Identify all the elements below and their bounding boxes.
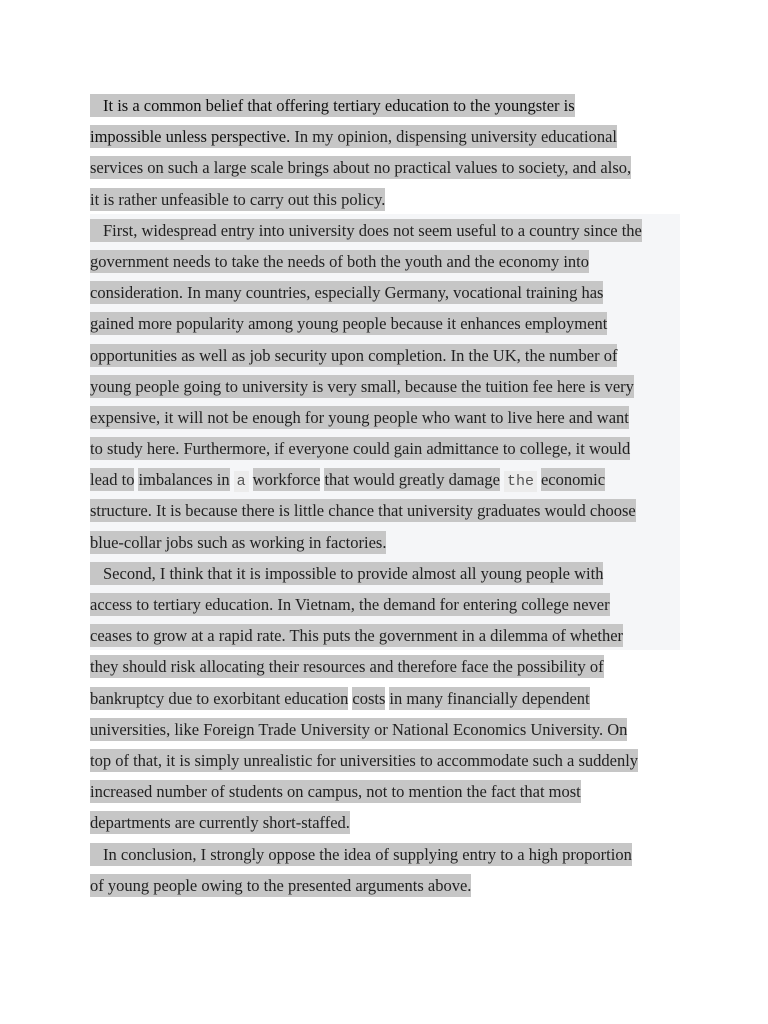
text-run: In conclusion, I strongly oppose the idea of supplying entry to a high proportion [103,844,632,864]
text-run: lead to [90,470,135,490]
text-run: bankruptcy due to exorbitant education [90,688,349,708]
text-run: gained more popularity among young people because it enhances employment [90,314,608,334]
text-run: imbalances in [138,470,230,490]
text-line [90,589,680,620]
text-run: young people going to university is very small, because the tuition fee here is very [90,376,634,396]
code-word: the [504,471,537,492]
text-line [90,651,680,682]
text-line [90,527,680,558]
text-run: that would greatly damage [324,470,500,490]
text-run: economic [540,470,606,490]
text-run: opportunities as well as job security upon completion. In the UK, the number of [90,345,618,365]
text-line [90,215,680,246]
text-run: universities, like Foreign Trade University or National Economics University. On [90,719,628,739]
text-line [90,308,680,339]
paragraph-indent [90,843,103,866]
text-line [90,683,680,714]
text-line [90,807,680,838]
text-line [90,152,680,183]
text-run: access to tertiary education. In Vietnam, the demand for entering college never [90,595,610,614]
text-run: increased number of students on campus, not to mention the fact that most [90,782,581,802]
text-line [90,464,680,495]
text-line [90,870,680,901]
text-line [90,340,680,371]
text-run: First, widespread entry into university does not seem useful to a country since the [103,220,642,240]
text-run: Second, I think that it is impossible to provide almost all young people with [103,563,604,583]
text-run: of young people owing to the presented arguments above. [90,875,472,895]
text-run: government needs to take the needs of both the youth and the economy into [90,251,589,271]
text-line [90,745,680,776]
text-run: departments are currently short-staffed. [90,813,350,833]
text-run: they should risk allocating their resources and therefore face the possibility of [90,657,604,677]
code-word: a [234,471,249,492]
text-run: services on such a large scale brings about no practical values to society, and also, [90,158,632,178]
paragraph-indent [90,94,103,117]
text-line [90,558,680,589]
text-line [90,184,680,215]
text-run: expensive, it will not be enough for young people who want to live here and want [90,407,629,427]
text-run: structure. It is because there is little chance that university graduates would choose [90,501,636,521]
text-run: It is a common belief that offering tertiary education to the youngster is [103,96,575,115]
text-line [90,433,680,464]
text-run: top of that, it is simply unrealistic for universities to accommodate such a suddenly [90,750,639,770]
text-run: to study here. Furthermore, if everyone could gain admittance to college, it would [90,439,631,459]
essay-body [90,90,680,901]
text-run: In my opinion, dispensing university educational [290,127,618,147]
text-line [90,90,680,121]
text-line [90,776,680,807]
text-run: in many financially dependent [389,688,590,708]
text-run: blue-collar jobs such as working in factories. [90,532,387,552]
text-run: consideration. In many countries, especially Germany, vocational training has [90,283,604,303]
text-run: workforce [252,470,321,490]
text-line [90,121,680,152]
text-run: costs [352,688,386,708]
text-line [90,620,680,651]
text-run: it is rather unfeasible to carry out this policy. [90,189,386,209]
paragraph-indent [90,219,103,242]
paragraph-indent [90,562,103,585]
text-line [90,277,680,308]
text-line [90,402,680,433]
text-line [90,495,680,526]
text-line [90,714,680,745]
text-run: ceases to grow at a rapid rate. This puts the government in a dilemma of whether [90,626,624,646]
text-run: impossible unless perspective. [90,127,291,147]
text-line [90,839,680,870]
text-line [90,371,680,402]
text-line [90,246,680,277]
